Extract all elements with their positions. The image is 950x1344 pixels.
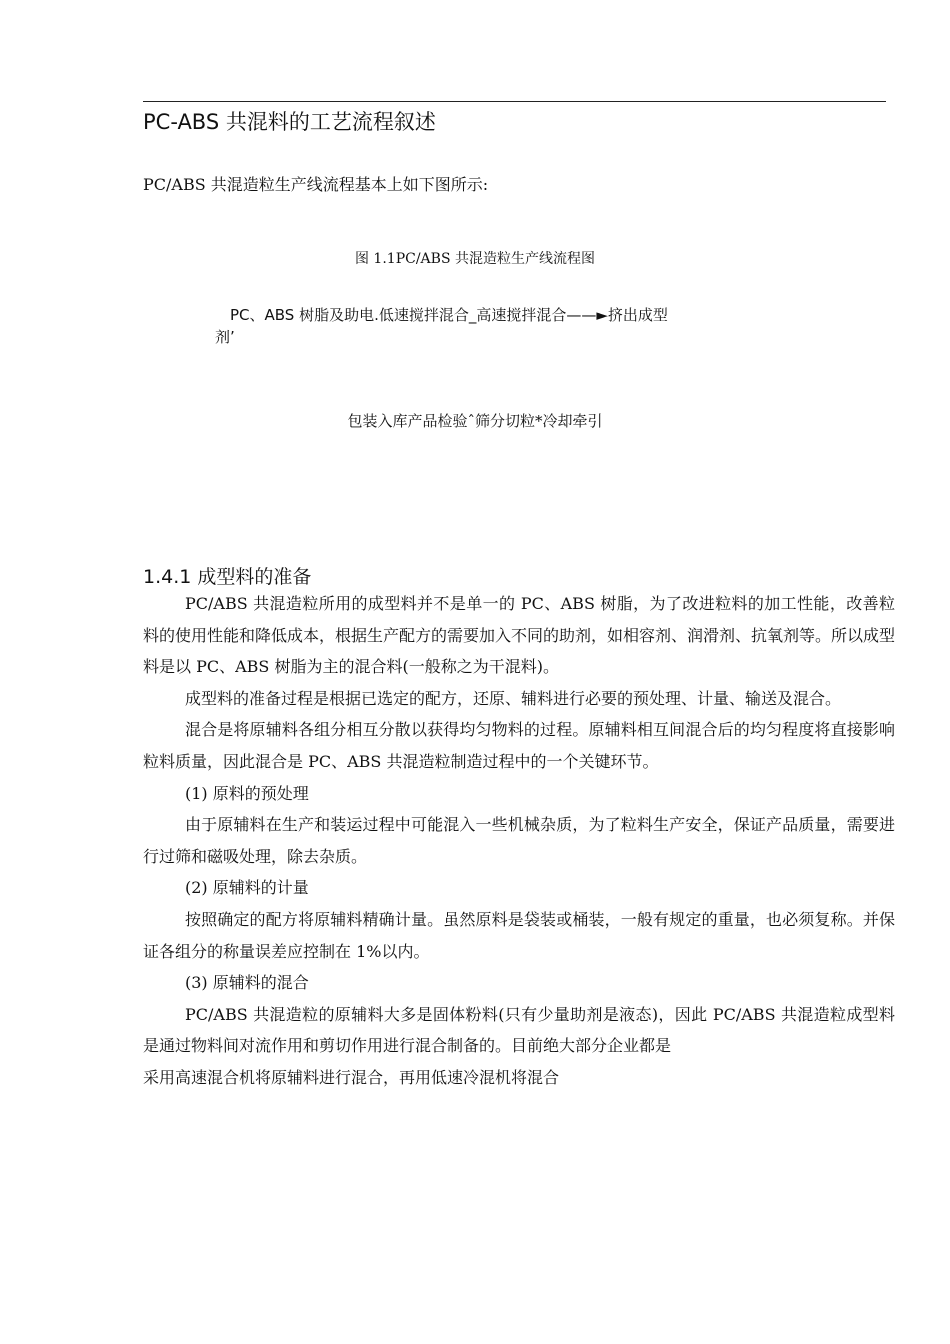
paragraph: 按照确定的配方将原辅料精确计量。虽然原料是袋装或桶装，一般有规定的重量，也必须复称。并保证各组分的称量误差应控制在 1%以内。 xyxy=(143,909,895,961)
flow-diagram-row-1-wrap: 剂’ xyxy=(215,328,235,346)
paragraph: 由于原辅料在生产和装运过程中可能混入一些机械杂质，为了粒料生产安全，保证产品质量，需要进行过筛和磁吸处理，除去杂质。 xyxy=(143,815,895,866)
document-title: PC-ABS 共混料的工艺流程叙述 xyxy=(143,110,436,134)
paragraph: 混合是将原辅料各组分相互分散以获得均匀物料的过程。原辅料相互间混合后的均匀程度将直接影响粒料质量，因此混合是 PC、ABS 共混造粒制造过程中的一个关键环节。 xyxy=(143,720,895,771)
paragraph: PC/ABS 共混造粒所用的成型料并不是单一的 PC、ABS 树脂，为了改进粒料的加工性能，改善粒料的使用性能和降低成本，根据生产配方的需要加入不同的助剂，如相容剂、润滑剂、抗氧剂等。所以成型料是以 PC、ABS 树脂为主的混合料(一般称之为干混料)。 xyxy=(143,594,896,677)
intro-text: PC/ABS 共混造粒生产线流程基本上如下图所示: xyxy=(143,175,489,194)
section-body xyxy=(143,588,895,1094)
flow-diagram-row-1: PC、ABS 树脂及助电.低速搅拌混合_高速搅拌混合——►挤出成型 xyxy=(230,306,668,324)
figure-caption: 图 1.1PC/ABS 共混造粒生产线流程图 xyxy=(354,251,595,267)
subheading: (3) 原辅料的混合 xyxy=(185,973,309,993)
header-rule xyxy=(143,101,886,102)
paragraph-continuation: 采用高速混合机将原辅料进行混合，再用低速冷混机将混合 xyxy=(143,1067,560,1087)
flow-diagram-row-2: 包装入库产品检验ˆ筛分切粒*冷却牵引 xyxy=(347,412,603,430)
subheading: (2) 原辅料的计量 xyxy=(185,878,309,898)
paragraph: PC/ABS 共混造粒的原辅料大多是固体粉料(只有少量助剂是液态)，因此 PC/ABS 共混造粒成型料是通过物料间对流作用和剪切作用进行混合制备的。目前绝大部分企业都是 xyxy=(143,1004,895,1056)
subheading: (1) 原料的预处理 xyxy=(185,783,309,803)
paragraph: 成型料的准备过程是根据已选定的配方，还原、辅料进行必要的预处理、计量、输送及混合。 xyxy=(185,688,842,708)
section-heading: 1.4.1 成型料的准备 xyxy=(143,566,312,588)
